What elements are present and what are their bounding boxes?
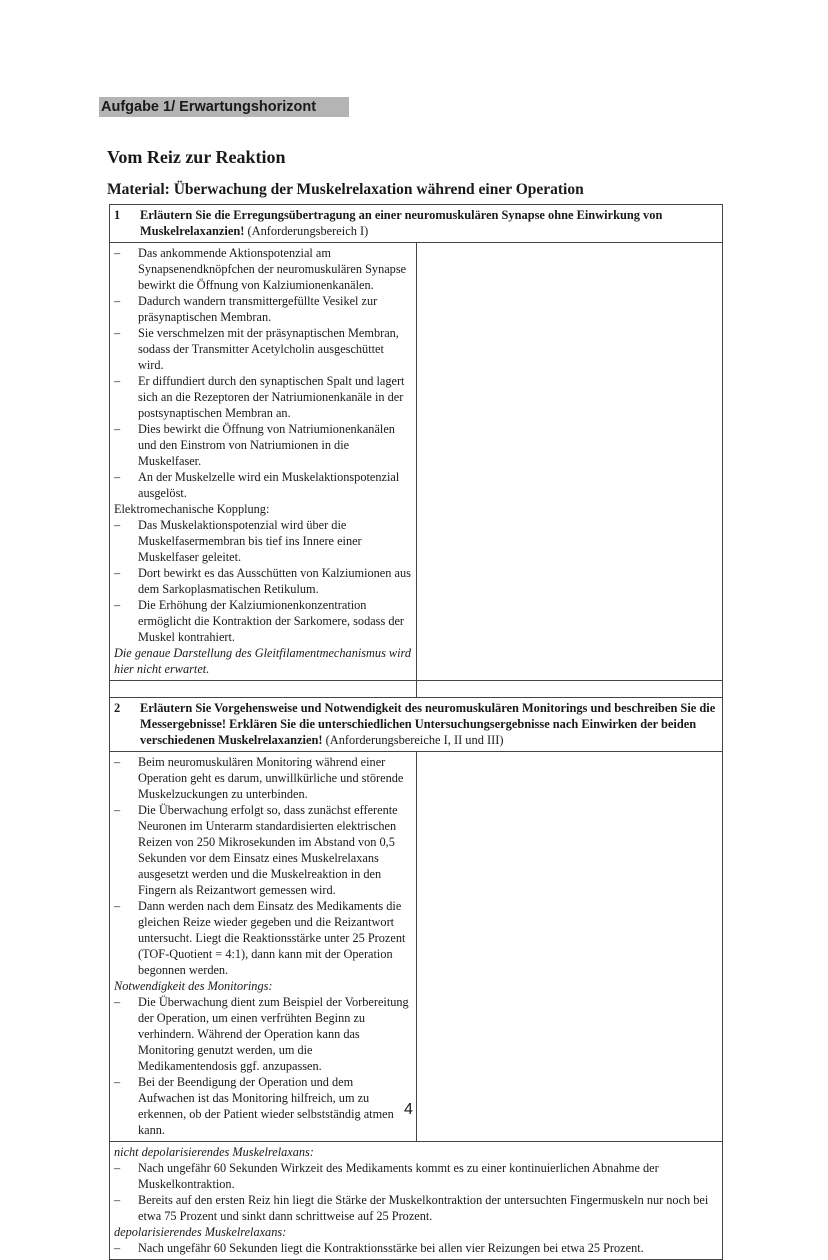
page-number: 4 [404, 1101, 413, 1118]
task-2-answer-cell [110, 752, 417, 1142]
task-2-subheading: Notwendigkeit des Monitorings: [114, 979, 273, 993]
task-1-subheading: Elektromechanische Kopplung: [114, 502, 270, 516]
list-item: – Dies bewirkt die Öffnung von Natriumionenkanälen und den Einstrom von Natriumionen in die Muskelfaser. [114, 421, 412, 469]
task-1-number: 1 [114, 208, 121, 222]
depolarizing-list [114, 1240, 718, 1256]
list-item: – Bereits auf den ersten Reiz hin liegt die Stärke der Muskelkontraktion der untersuchten Fingermuskeln nur noch bei etwa 75 Prozent und sinkt dann schrittweise auf 25 Prozent. [114, 1192, 718, 1224]
task-2-area: (Anforderungsbereiche I, II und III) [325, 733, 504, 747]
nondepolarizing-list [114, 1160, 718, 1224]
points-cell [416, 243, 723, 681]
list-item: – Beim neuromuskulären Monitoring während einer Operation geht es darum, unwillkürliche und störende Muskelzuckungen zu unterbinden. [114, 754, 412, 802]
spacer-row [110, 681, 723, 698]
list-item: – Nach ungefähr 60 Sekunden liegt die Kontraktionsstärke bei allen vier Reizungen bei etwa 25 Prozent. [114, 1240, 718, 1256]
task-2-prompt: Erläutern Sie Vorgehensweise und Notwendigkeit des neuromuskulären Monitorings und beschreiben Sie die Messergebnisse! Erklären Sie die unterschiedlichen Untersuchungsergebnisse nach Einwirken der beiden verschiedenen Muskelrelaxanzien! [140, 701, 716, 747]
list-item: – Nach ungefähr 60 Sekunden Wirkzeit des Medikaments kommt es zu einer kontinuierlichen Abnahme der Muskelkontraktion. [114, 1160, 718, 1192]
list-item: – Sie verschmelzen mit der präsynaptischen Membran, sodass der Transmitter Acetylcholin ausgeschüttet wird. [114, 325, 412, 373]
task-2-header-row [110, 698, 723, 752]
nondepolarizing-heading: nicht depolarisierendes Muskelrelaxans: [114, 1145, 314, 1159]
list-item: – Die Erhöhung der Kalziumionenkonzentration ermöglicht die Kontraktion der Sarkomere, sodass der Muskel kontrahiert. [114, 597, 412, 645]
expectation-table [109, 204, 723, 1260]
list-item: – Die Überwachung erfolgt so, dass zunächst efferente Neuronen im Unterarm standardisierten elektrischen Reizen von 250 Mikrosekunden im Abstand von 0,5 Sekunden vor dem Einsatz eines Muskelrelaxans ausgesetzt werden und die Muskelreaktion in den Fingern als Reizantwort gemessen wird. [114, 802, 412, 898]
task-1-note: Die genaue Darstellung des Gleitfilamentmechanismus wird hier nicht erwartet. [114, 646, 412, 676]
task-1-area: (Anforderungsbereich I) [247, 224, 369, 238]
list-item: – Das ankommende Aktionspotenzial am Synapsenendknöpfchen der neuromuskulären Synapse bewirkt die Öffnung von Kalziumionenkanälen. [114, 245, 412, 293]
task-label: Aufgabe 1/ Erwartungshorizont [99, 97, 349, 117]
task-1-header-row [110, 205, 723, 243]
page-title: Vom Reiz zur Reaktion [107, 147, 286, 167]
task-1-list-2 [114, 517, 412, 645]
task-1-list [114, 245, 412, 501]
task-1-answer-cell [110, 243, 417, 681]
task-2-results-cell [110, 1142, 723, 1260]
task-2-list-2 [114, 994, 412, 1138]
task-2-number: 2 [114, 701, 121, 715]
list-item: – An der Muskelzelle wird ein Muskelaktionspotenzial ausgelöst. [114, 469, 412, 501]
material-heading: Material: Überwachung der Muskelrelaxation während einer Operation [107, 181, 584, 198]
points-cell [416, 681, 723, 698]
task-1-prompt-cell [110, 205, 723, 243]
list-item: – Er diffundiert durch den synaptischen Spalt und lagert sich an die Rezeptoren der Natriumionenkanäle in der postsynaptischen Membran an. [114, 373, 412, 421]
spacer-cell [110, 681, 417, 698]
list-item: – Dann werden nach dem Einsatz des Medikaments die gleichen Reize wieder gegeben und die Reizantwort untersucht. Liegt die Reaktionsstärke unter 25 Prozent (TOF-Quotient = 4:1), dann kann mit der Operation begonnen werden. [114, 898, 412, 978]
task-2-results-row [110, 1142, 723, 1260]
list-item: – Dort bewirkt es das Ausschütten von Kalziumionen aus dem Sarkoplasmatischen Retikulum. [114, 565, 412, 597]
points-cell [416, 752, 723, 1142]
task-1-answer-row [110, 243, 723, 681]
list-item: – Dadurch wandern transmittergefüllte Vesikel zur präsynaptischen Membran. [114, 293, 412, 325]
depolarizing-heading: depolarisierendes Muskelrelaxans: [114, 1225, 287, 1239]
task-2-prompt-cell [110, 698, 723, 752]
task-1-prompt: Erläutern Sie die Erregungsübertragung an einer neuromuskulären Synapse ohne Einwirkung von Muskelrelaxanzien! [140, 208, 663, 238]
task-2-list [114, 754, 412, 978]
list-item: – Das Muskelaktionspotenzial wird über die Muskelfasermembran bis tief ins Innere einer Muskelfaser geleitet. [114, 517, 412, 565]
task-2-answer-row [110, 752, 723, 1142]
list-item: – Bei der Beendigung der Operation und dem Aufwachen ist das Monitoring hilfreich, um zu erkennen, ob der Patient wieder selbstständig atmen kann. [114, 1074, 412, 1138]
list-item: – Die Überwachung dient zum Beispiel der Vorbereitung der Operation, um einen verfrühten Beginn zu verhindern. Während der Operation kann das Monitoring genutzt werden, um die Medikamentendosis ggf. anzupassen. [114, 994, 412, 1074]
